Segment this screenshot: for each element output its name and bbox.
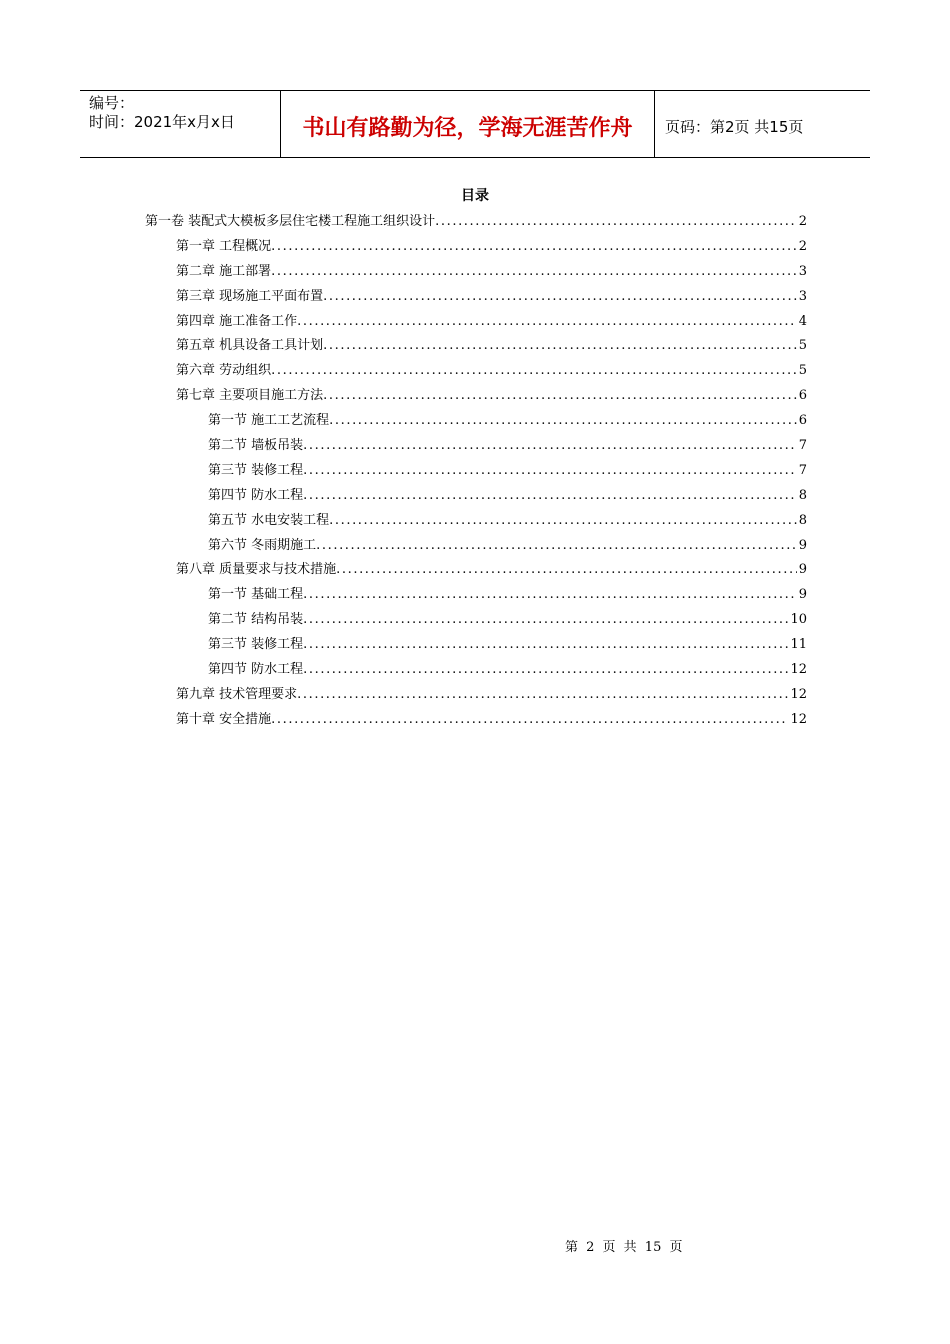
toc-entry-label: 第二章 施工部署 bbox=[176, 263, 272, 279]
toc-entry-page: 9 bbox=[798, 537, 807, 553]
toc-entry[interactable] bbox=[145, 334, 807, 359]
toc-leader-dots bbox=[303, 463, 797, 478]
toc-entry-label: 第三节 装修工程 bbox=[208, 462, 304, 478]
toc-entry-label: 第九章 技术管理要求 bbox=[176, 686, 298, 702]
toc-entry-label: 第八章 质量要求与技术措施 bbox=[176, 562, 337, 578]
toc-entry-label: 第五节 水电安装工程 bbox=[208, 512, 330, 528]
toc-entry-page: 9 bbox=[798, 562, 807, 578]
header-meta bbox=[80, 91, 281, 157]
toc-entry-label: 第五章 机具设备工具计划 bbox=[176, 338, 324, 354]
toc-leader-dots bbox=[303, 612, 788, 627]
toc-entry[interactable] bbox=[145, 534, 807, 559]
toc-entry[interactable] bbox=[145, 235, 807, 260]
toc-entry-label: 第三章 现场施工平面布置 bbox=[176, 288, 324, 304]
toc-entry-label: 第六章 劳动组织 bbox=[176, 363, 272, 379]
toc-entry-label: 第六节 冬雨期施工 bbox=[208, 537, 317, 553]
document-number-label: 编号： bbox=[89, 94, 135, 112]
toc-entry-label: 第一卷 装配式大模板多层住宅楼工程施工组织设计 bbox=[145, 214, 436, 229]
toc-entry[interactable] bbox=[145, 683, 807, 708]
toc-entry-label: 第四节 防水工程 bbox=[208, 662, 304, 678]
toc-leader-dots bbox=[323, 388, 797, 403]
toc-leader-dots bbox=[336, 562, 797, 577]
footer-page-number: 第 2 页 共 15 页 bbox=[565, 1240, 683, 1255]
toc-entry-page: 8 bbox=[798, 512, 807, 528]
toc-entry[interactable] bbox=[145, 558, 807, 583]
toc-entry-label: 第二节 墙板吊装 bbox=[208, 438, 304, 454]
page-header bbox=[80, 90, 870, 158]
toc-entry-label: 第十章 安全措施 bbox=[176, 711, 272, 727]
toc-entry[interactable] bbox=[145, 260, 807, 285]
toc-entry-page: 9 bbox=[798, 587, 807, 603]
toc-entry-label: 第四章 施工准备工作 bbox=[176, 313, 298, 329]
toc-entry-page: 10 bbox=[790, 612, 807, 628]
toc-leader-dots bbox=[329, 513, 797, 528]
toc-leader-dots bbox=[271, 712, 788, 727]
toc-entry-label: 第一节 施工工艺流程 bbox=[208, 413, 330, 429]
toc-entry-page: 4 bbox=[798, 313, 807, 329]
toc-entry-page: 12 bbox=[790, 686, 807, 702]
toc-leader-dots bbox=[303, 438, 797, 453]
toc-entry[interactable] bbox=[145, 384, 807, 409]
toc-leader-dots bbox=[271, 239, 797, 254]
toc-entry-page: 2 bbox=[798, 214, 807, 229]
toc-entry[interactable] bbox=[145, 459, 807, 484]
toc-entry[interactable] bbox=[145, 583, 807, 608]
toc-entry-page: 3 bbox=[798, 263, 807, 279]
toc-entry-page: 3 bbox=[798, 288, 807, 304]
toc-leader-dots bbox=[323, 338, 797, 353]
toc-entry[interactable] bbox=[145, 633, 807, 658]
document-time: 时间：2021年x月x日 bbox=[89, 113, 235, 131]
toc-entry-page: 12 bbox=[790, 662, 807, 678]
toc-entry-label: 第一章 工程概况 bbox=[176, 238, 272, 254]
toc-leader-dots bbox=[271, 363, 797, 378]
toc-entry[interactable] bbox=[145, 484, 807, 509]
toc-leader-dots bbox=[303, 488, 797, 503]
toc-entry-page: 2 bbox=[798, 238, 807, 254]
toc-entry-page: 11 bbox=[790, 637, 807, 653]
toc-entry-page: 12 bbox=[790, 711, 807, 727]
toc-entry[interactable] bbox=[145, 210, 807, 235]
toc-leader-dots bbox=[297, 314, 797, 329]
toc-entry-label: 第二节 结构吊装 bbox=[208, 612, 304, 628]
toc-entry[interactable] bbox=[145, 608, 807, 633]
toc-leader-dots bbox=[316, 538, 797, 553]
toc-entry-page: 8 bbox=[798, 487, 807, 503]
toc-leader-dots bbox=[323, 289, 797, 304]
toc-entry-page: 7 bbox=[798, 462, 807, 478]
toc-leader-dots bbox=[303, 637, 788, 652]
toc-leader-dots bbox=[303, 587, 797, 602]
table-of-contents bbox=[145, 210, 807, 733]
toc-entry-label: 第三节 装修工程 bbox=[208, 637, 304, 653]
toc-title: 目录 bbox=[461, 188, 489, 204]
toc-leader-dots bbox=[329, 413, 797, 428]
toc-entry-page: 7 bbox=[798, 438, 807, 454]
toc-entry[interactable] bbox=[145, 434, 807, 459]
toc-leader-dots bbox=[271, 264, 797, 279]
toc-leader-dots bbox=[435, 214, 797, 229]
toc-entry[interactable] bbox=[145, 359, 807, 384]
toc-entry[interactable] bbox=[145, 310, 807, 335]
toc-entry-page: 5 bbox=[798, 363, 807, 379]
toc-entry-label: 第四节 防水工程 bbox=[208, 487, 304, 503]
toc-leader-dots bbox=[303, 662, 788, 677]
toc-entry[interactable] bbox=[145, 285, 807, 310]
toc-entry-page: 5 bbox=[798, 338, 807, 354]
toc-entry-page: 6 bbox=[798, 413, 807, 429]
toc-entry-label: 第七章 主要项目施工方法 bbox=[176, 388, 324, 404]
header-page-info: 页码：第2页 共15页 bbox=[665, 117, 804, 136]
toc-entry-page: 6 bbox=[798, 388, 807, 404]
toc-entry[interactable] bbox=[145, 708, 807, 733]
header-motto: 书山有路勤为径，学海无涯苦作舟 bbox=[281, 91, 655, 157]
toc-entry-label: 第一节 基础工程 bbox=[208, 587, 304, 603]
toc-entry[interactable] bbox=[145, 509, 807, 534]
toc-entry[interactable] bbox=[145, 409, 807, 434]
toc-leader-dots bbox=[297, 687, 788, 702]
toc-entry[interactable] bbox=[145, 658, 807, 683]
